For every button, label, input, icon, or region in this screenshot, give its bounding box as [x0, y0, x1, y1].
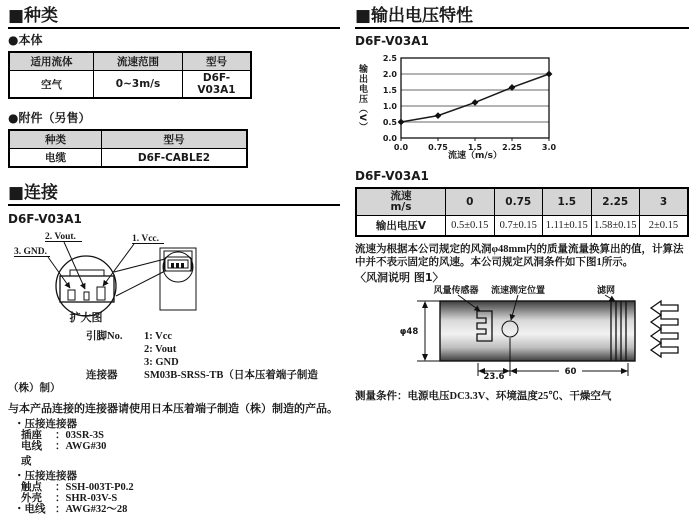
fluid-column-header: 适用流体: [9, 52, 94, 71]
airflow-arrow-icon: [651, 315, 678, 329]
model-column-header: 型号: [183, 52, 252, 71]
wind-tunnel-body: [440, 301, 635, 361]
leader-line-vout: [64, 242, 85, 289]
speed-value-header: 1.5: [543, 188, 592, 216]
dim-23-6-label: 23.6: [483, 372, 505, 380]
chart-canvas: [369, 50, 565, 160]
pin1-value: 1: Vcc: [144, 331, 173, 342]
pin-info-block: [8, 330, 340, 395]
section-title-kinds: ■种类: [8, 6, 340, 29]
pin-2-shape: [84, 292, 89, 300]
crimp-connector-title: ・压接连接器: [14, 471, 77, 482]
chart-y-axis-label: 输出电压（V）: [357, 64, 367, 132]
fluid-cell: 空气: [9, 71, 94, 99]
voltage-cell: 1.58±0.15: [591, 216, 640, 237]
or-label: 或: [21, 456, 32, 467]
arrow-left: [510, 368, 517, 374]
pin-info-row: [8, 343, 340, 356]
pin2-value: 2: Vout: [144, 344, 177, 355]
wind-tunnel-diagram: [355, 284, 688, 380]
wire-gauge-value: ：AWG#32～28: [55, 504, 128, 515]
diameter-label: φ48: [399, 327, 419, 337]
accessory-table: [8, 129, 248, 168]
pin-gnd-label: 3. GND.: [14, 247, 47, 257]
small-pin: [176, 263, 179, 268]
small-pin: [181, 263, 184, 268]
wind-tunnel-figure-caption: 〈风洞说明 图1〉: [355, 271, 444, 284]
list-item: [21, 482, 340, 493]
arrow-right: [621, 368, 628, 374]
subheading-main-body: ●本体: [8, 33, 43, 47]
connection-model-label: D6F-V03A1: [8, 212, 82, 226]
model-column-header: 型号: [102, 130, 248, 149]
flow-speed-note: 流速为根据本公司规定的风洞φ48mm内的质量流量换算出的值，计算法中并不表示固定的风速。本公司规定风洞条件如下图1所示。: [355, 244, 684, 268]
connector-latch: [70, 270, 104, 276]
pin-3-shape: [68, 290, 75, 300]
magnifier-circle: [56, 256, 116, 316]
list-item: [21, 493, 340, 504]
chart-generated-content: [383, 54, 557, 152]
pin-info-row: [8, 330, 340, 343]
connector-diagram: [12, 230, 340, 328]
section-title-output-voltage: ■输出电压特性: [355, 6, 689, 29]
table-row: [356, 216, 688, 237]
subheading-accessory: ●附件（另售）: [8, 111, 91, 125]
output-voltage-table: [355, 187, 689, 237]
svg-text:2.25: 2.25: [502, 143, 522, 152]
connector-diagram-canvas: [12, 230, 222, 324]
speed-header-line2: m/s: [390, 201, 412, 213]
connector-value: SM03B-SRSS-TB（日本压着端子制造（株）制）: [8, 370, 318, 394]
speed-value-header: 0: [446, 188, 495, 216]
svg-text:0.75: 0.75: [428, 143, 448, 152]
pin-no-label: 引脚No.: [86, 331, 123, 342]
speed-range-cell: 0~3m/s: [94, 71, 183, 99]
model-cell: D6F-V03A1: [183, 71, 252, 99]
svg-text:2.0: 2.0: [382, 70, 397, 79]
wire-value: ：AWG#30: [55, 441, 107, 452]
contact-label: 触点: [21, 482, 42, 493]
svg-text:0.0: 0.0: [382, 134, 397, 143]
arrow-down: [422, 354, 428, 361]
connector-list: [8, 419, 340, 515]
table-header-row: [356, 188, 688, 216]
airflow-arrow-icon: [651, 343, 678, 357]
pin3-value: 3: GND: [144, 357, 179, 368]
housing-value: ：SHR-03V-S: [55, 493, 118, 504]
wire-title: ・电线: [14, 504, 46, 515]
section-title-connection: ■连接: [8, 183, 340, 206]
voltage-cell: 1.11±0.15: [543, 216, 592, 237]
connection-note: 与本产品连接的连接器请使用日本压着端子制造（株）制造的产品。: [8, 403, 338, 415]
table-header-row: [9, 130, 247, 149]
chart-x-axis-label: 流速（m/s）: [447, 151, 503, 160]
small-pin: [171, 263, 174, 268]
voltage-cell: 0.5±0.15: [446, 216, 495, 237]
speed-value-header: 0.75: [494, 188, 543, 216]
kind-column-header: 种类: [9, 130, 102, 149]
contact-value: ：SSH-003T-P0.2: [55, 482, 134, 493]
svg-text:2.5: 2.5: [382, 54, 397, 63]
output-voltage-chart: [355, 50, 689, 160]
connector-label: 连接器: [86, 370, 118, 381]
arrow-up: [422, 301, 428, 308]
measurement-conditions: 测量条件：电源电压DC3.3V、环境温度25℃、干燥空气: [355, 391, 612, 402]
svg-text:1.5: 1.5: [382, 86, 397, 95]
kind-cell: 电缆: [9, 149, 102, 168]
pin-vout-label: 2. Vout.: [45, 232, 76, 242]
pin-info-row: [8, 369, 340, 395]
crimp-connector-title: ・压接连接器: [14, 419, 77, 430]
svg-text:3.0: 3.0: [541, 143, 557, 152]
wire-label: 电线: [21, 441, 42, 452]
speed-header-cell: [356, 188, 446, 216]
main-body-table: [8, 51, 252, 99]
output-voltage-row-label: 输出电压V: [356, 216, 446, 237]
svg-text:0.5: 0.5: [382, 118, 397, 127]
speed-range-column-header: 流速范围: [94, 52, 183, 71]
dim-60-label: 60: [564, 367, 577, 377]
chart-model-label: D6F-V03A1: [355, 34, 429, 48]
enlarged-view-caption: 扩大图: [69, 311, 103, 324]
list-item: [21, 430, 340, 441]
list-item: [21, 441, 340, 452]
pin-vcc-label: 1. Vcc.: [132, 234, 159, 244]
speed-value-header: 2.25: [591, 188, 640, 216]
svg-text:1.0: 1.0: [382, 102, 397, 111]
table-row: [9, 149, 247, 168]
housing-label: 外壳: [21, 493, 42, 504]
table-row: [9, 71, 251, 99]
model-cell: D6F-CABLE2: [102, 149, 248, 168]
svg-text:1.5: 1.5: [467, 143, 483, 152]
socket-value: ：03SR-3S: [55, 430, 105, 441]
pin-info-row: [8, 356, 340, 369]
table-model-label: D6F-V03A1: [355, 169, 429, 183]
airflow-arrow-icon: [651, 301, 678, 315]
filter-label: 滤网: [596, 286, 616, 296]
right-column: [355, 6, 689, 403]
speed-header-line1: 流速: [390, 190, 412, 202]
speed-value-header: 3: [640, 188, 689, 216]
leader-line-gnd: [48, 257, 70, 288]
left-column: [8, 6, 340, 515]
voltage-cell: 2±0.15: [640, 216, 689, 237]
list-item: [14, 504, 340, 515]
magnify-line-bottom: [116, 271, 165, 296]
flow-sensor-label: 风量传感器: [433, 286, 479, 296]
socket-label: 插座: [21, 430, 42, 441]
measure-position-label: 流速测定位置: [490, 286, 546, 296]
airflow-arrow-icon: [651, 329, 678, 343]
pin-1-shape: [97, 287, 105, 300]
voltage-cell: 0.7±0.15: [494, 216, 543, 237]
svg-text:0.0: 0.0: [393, 143, 409, 152]
table-header-row: [9, 52, 251, 71]
